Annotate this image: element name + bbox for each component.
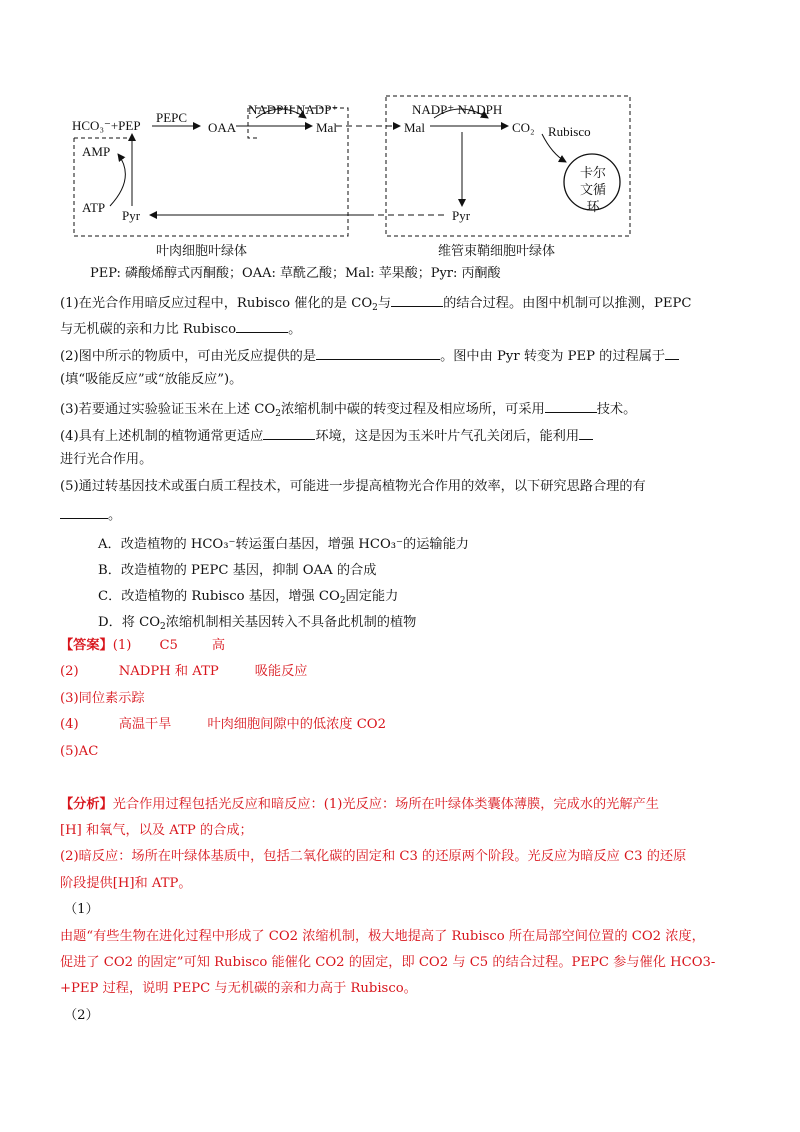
analysis-line-4: 阶段提供[H]和 ATP。 — [60, 876, 192, 891]
rubisco-label: Rubisco — [548, 124, 591, 139]
pyr-right-label: Pyr — [452, 208, 471, 223]
analysis-section-2: （2） — [64, 1008, 99, 1023]
answer-line-5: (5)AC — [60, 744, 99, 759]
pyr-left-label: Pyr — [122, 208, 141, 223]
blank-q3[interactable] — [545, 400, 597, 413]
co2-concentrating-diagram — [60, 88, 640, 283]
question-4-line2: 进行光合作用。 — [60, 452, 153, 467]
diagram-legend: PEP: 磷酸烯醇式丙酮酸；OAA: 草酰乙酸；Mal: 苹果酸；Pyr: 丙酮酸 — [90, 266, 501, 281]
analysis-line-2: [H] 和氧气，以及 ATP 的合成； — [60, 823, 253, 838]
amp-label: AMP — [82, 144, 111, 159]
option-c: C．改造植物的 Rubisco 基因，增强 $CO_2$固定能力 — [98, 589, 399, 606]
answer-line-2: (2) NADPH 和 ATP 吸能反应 — [60, 664, 308, 679]
blank-q2a[interactable] — [316, 347, 440, 360]
analysis-line-6: 促进了 CO2 的固定”可知 Rubisco 能催化 CO2 的固定，即 CO2 与 C5 的结合过程。PEPC 参与催化 HCO3- — [60, 955, 716, 970]
blank-q4b[interactable] — [579, 427, 593, 440]
question-5-line2: 。 — [60, 506, 121, 522]
question-5-line1: (5)通过转基因技术或蛋白质工程技术，可能进一步提高植物光合作用的效率，以下研究思路合理的有 — [60, 479, 646, 494]
blank-q2b[interactable] — [665, 347, 679, 360]
nadp-nadph-label: NADP⁺ NADPH — [412, 102, 503, 117]
analysis-line-1: 【分析】光合作用过程包括光反应和暗反应：(1)光反应：场所在叶绿体类囊体薄膜，完成水的光解产生 — [60, 797, 659, 812]
question-2-line2: (填“吸能反应”或“放能反应”)。 — [60, 372, 243, 387]
analysis-section-1: （1） — [64, 902, 99, 917]
question-3: (3)若要通过实验验证玉米在上述 $CO_2$浓缩机制中碳的转变过程及相应场所，可采用 技术。 — [60, 402, 637, 419]
blank-q1b[interactable] — [236, 320, 288, 333]
analysis-line-7: +PEP 过程，说明 PEPC 与无机碳的亲和力高于 Rubisco。 — [60, 981, 417, 996]
blank-q4a[interactable] — [263, 427, 315, 440]
option-a: A．改造植物的 HCO₃⁻转运蛋白基因，增强 HCO₃⁻的运输能力 — [98, 537, 469, 552]
question-4-line1: (4)具有上述机制的植物通常更适应 环境，这是因为玉米叶片气孔关闭后，能利用 — [60, 427, 593, 443]
hco3-pep-label: HCO₃⁻+PEP — [72, 118, 141, 133]
blank-q1a[interactable] — [391, 294, 443, 307]
analysis-line-3: (2)暗反应：场所在叶绿体基质中，包括二氧化碳的固定和 C3 的还原两个阶段。光反应为暗反应 C3 的还原 — [60, 849, 687, 864]
mal-left-label: Mal — [316, 120, 337, 135]
pepc-label: PEPC — [156, 110, 188, 125]
bundle-sheath-caption: 维管束鞘细胞叶绿体 — [438, 244, 556, 259]
answer-line-4: (4) 高温干旱 叶肉细胞间隙中的低浓度 CO2 — [60, 717, 386, 732]
oaa-label: OAA — [208, 120, 237, 135]
nadph-nadp-label: NADPH NADP⁺ — [248, 102, 339, 117]
co2-label: CO₂ — [512, 120, 535, 135]
mesophyll-caption: 叶肉细胞叶绿体 — [156, 244, 248, 259]
question-2-line1: (2)图中所示的物质中，可由光反应提供的是 。图中由 Pyr 转变为 PEP 的过程属于 — [60, 347, 679, 363]
option-d: D．将 $CO_2$浓缩机制相关基因转入不具备此机制的植物 — [98, 615, 417, 632]
question-1-line2: 与无机碳的亲和力比 Rubisco 。 — [60, 322, 302, 337]
answer-line-3: (3)同位素示踪 — [60, 691, 145, 706]
analysis-line-5: 由题“有些生物在进化过程中形成了 CO2 浓缩机制，极大地提高了 Rubisco 所在局部空间位置的 CO2 浓度， — [60, 929, 705, 944]
blank-q5[interactable] — [60, 506, 108, 519]
calvin-cycle-label: 卡尔文循环 — [579, 165, 606, 214]
question-1-line1: (1)在光合作用暗反应过程中，Rubisco 催化的是 $CO_2$与 的结合过程。由图中机制可以推测，PEPC — [60, 296, 692, 313]
answer-line-1: 【答案】(1) C5 高 — [60, 638, 226, 653]
mal-right-label: Mal — [404, 120, 425, 135]
atp-label: ATP — [82, 200, 106, 215]
option-b: B．改造植物的 PEPC 基因，抑制 OAA 的合成 — [98, 563, 377, 578]
